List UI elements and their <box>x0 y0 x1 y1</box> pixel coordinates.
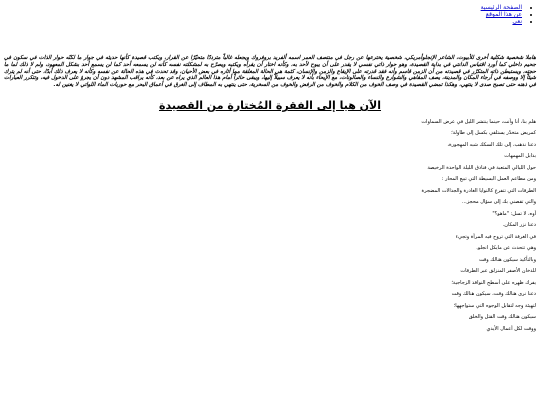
about-link[interactable]: عن هذا الموقع <box>485 11 522 18</box>
nav-item-about <box>4 11 522 18</box>
poem-line: حول الليالي المتعبة في فنادق الليلة الواحدة الرخيصة <box>427 164 536 171</box>
section-title: الآن هيا إلى الفقرة المُختارة من القصيدة <box>158 98 382 112</box>
obituary-link[interactable]: نعي <box>512 18 522 25</box>
poem-line: للدخان الأصفر المنزلق عبر الطرقات <box>460 268 536 275</box>
poem-lines <box>4 119 536 338</box>
poem-line: ووقت لكل أعمال الأيدي <box>486 325 536 332</box>
poem-line: والتي تقصني بك إلى سؤال محجز... <box>461 199 536 206</box>
poem-line: دعنا نرى هنالك وقت، سيكون هنالك وقت <box>451 291 536 298</box>
poem-line: وهي تتحدث عن مايكل انجلو. <box>476 245 536 252</box>
poem-line: دعنا نذهب، إلى تلك السكك شبه المهجورة، <box>447 141 536 148</box>
poem-line: سيكون هنالك وقت القتل والخلق <box>468 314 536 321</box>
home-link[interactable]: الصفحة الرئيسية <box>480 4 522 11</box>
poem-line: في الغرفة التي تروح فيه المرأة وتجيء <box>455 233 536 240</box>
poem-line: هلم بنا، أنا وأنت، حينما ينتشر الليل في عرض السماوات <box>421 118 536 125</box>
nav-item-obituary <box>4 18 522 25</box>
poem-line: يفرك ظهره على أسطح النوافذ الزجاجية؛ <box>451 279 536 286</box>
poem-line: وبالتأكيد سيكون هنالك وقت <box>478 256 536 263</box>
poem-line: أوه، لا تسل: "ماهو؟" <box>492 210 536 217</box>
poem-line: بذابل المهمهات <box>504 153 536 160</box>
poem-line: لتهيئة وجه لتقابل الوجوه التي ستواجهها؛ <box>453 302 536 309</box>
poem-line: دعنا نزر المكان. <box>502 222 536 229</box>
poem-line: كمريض متخدّر يستلقي بكسل إلى طاولة؛ <box>451 130 536 137</box>
poem-line: ومن مطاعم العمل البسيطة التي تبيع المحار : <box>441 176 536 183</box>
intro-paragraph: هاملا شخصية شكلية أخرى للأبيوت، الشاعر الإنجلوأمريكي، شخصية يخترعها عن رجل في منتصف العمر اسمه ألفريد بروفروك ويجعله غالباً مترددًا متحيّرًا عن القرار، ويكتب قصيدة كأنها حديثه في جوار ما لكنّه حوار الذات في سكون في جحيم داخلي كما أورد اقتباس الدانتي في بداية القصيدة، وهو حوار ذاتي نفسي لا يقدر على أن يبوح لأحد به، وكأنه اختار أن يقرأه ويكتبه ويصرّح به لمشكلته نفسه كأنه لن يسمعه أحد كما لن يسمع أحد بشكل المعهود، ولم لا ذلك لما ما حجته، ويستبطن ذاته المتكرّر في قصيدته من أن الزمن قاسم وأنه فقد قدرته على الإيقاع والزمن والإنسان، كثمة هي الحالة المغلقة مما أثاره في بعض الأحيان، وقد تحدث في هذه الحالة عن نفسه وكأنه لا يعرف ذلك أبدًا، حتى أنه لم يترك شيئاً إلا ووصفه في أرجاء المكان والمدينة، يصف المقاهي والشوارع والنساء والصالونات، مع الإيحاء بأنه لا يعرف سبيلاً إليها، ويبقى حائراً أمام هذا العالم الذي يراه عن بعد، كأنه يراقب المشهد دون أن يجرؤ على الدخول فيه، وتتكرر العبارات في ذهنه حتى تصبح صدى لا ينتهي، وهكذا تمضي القصيدة في وصف الخوف من الكلام والخوف من الرفض والخوف من السخرية، حتى ينتهي به المطاف إلى الغرق في أعماق البحر مع حوريات الماء اللواتي لا يغنين له. <box>4 55 536 89</box>
poem-line: الطرقات التي تتفرع كالنوايا الغادرة والجدالات المضجرة <box>421 187 536 194</box>
nav-item-home <box>4 4 522 11</box>
nav-list <box>4 4 536 25</box>
